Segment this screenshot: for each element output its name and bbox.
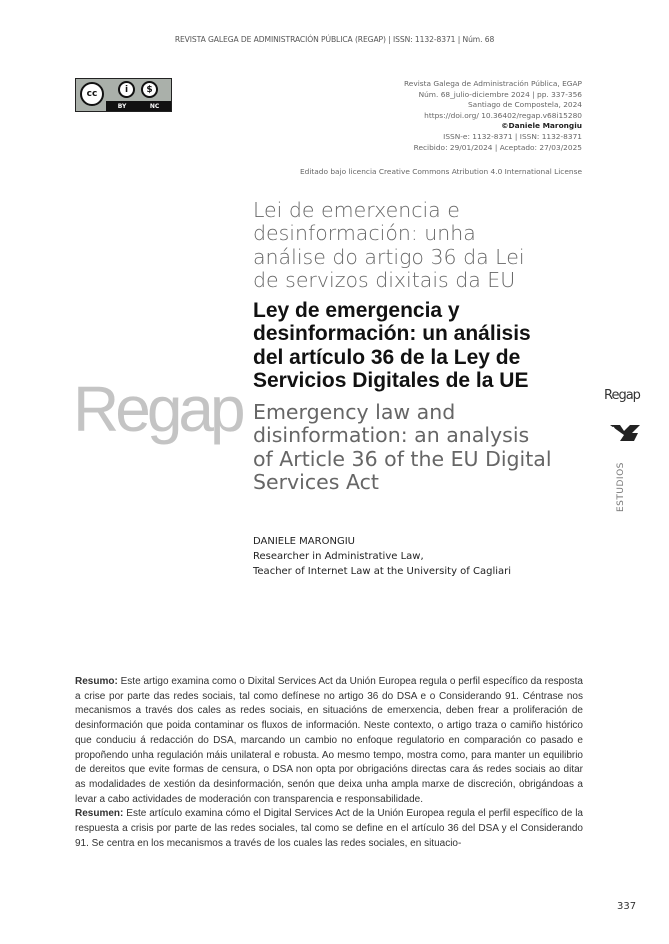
author-role: Researcher in Administrative Law,	[253, 551, 424, 562]
journal-name: Revista Galega de Administración Pública, EGAP	[403, 79, 582, 88]
author-affiliation: Teacher of Internet Law at the University of Cagliari	[253, 566, 512, 577]
attribution-icon: i	[118, 81, 135, 98]
resumo-label: Resumo:	[75, 676, 118, 687]
resumen-label: Resumen:	[75, 808, 124, 820]
regap-logo: Regap	[73, 373, 242, 445]
running-header: REVISTA GALEGA DE ADMINISTRACIÓN PÚBLICA (REGAP) | ISSN: 1132-8371 | Núm. 68	[174, 35, 495, 44]
license-text: Editado bajo licencia Creative Commons Atribution 4.0 International License	[299, 167, 582, 176]
issue-info: Núm. 68_julio-diciembre 2024 | pp. 337-356	[418, 89, 582, 99]
author-block	[253, 534, 511, 579]
dates: Recibido: 29/01/2024 | Aceptado: 27/03/2025	[413, 142, 582, 152]
doi-link[interactable]: https://doi.org/ 10.36402/regap.v68i15280	[424, 110, 582, 120]
author-name: DANIELE MARONGIU	[253, 536, 355, 547]
abstract-galician	[75, 675, 583, 807]
copyright: ©Daniele Marongiu	[501, 121, 582, 131]
abstract	[75, 675, 583, 851]
title-english: Emergency law and disinformation: an analysis of Article 36 of the EU Digital Services Act	[253, 400, 552, 494]
resumo-text: Este artigo examina como o Dixital Services Act da Unión Europea regula o perfil específico da resposta a crise por parte das redes sociais, tal como defínese no artigo 36 do DSA e o Considerando 91. Céntrase nos mecanismos a través dos cales as redes sociais, en situacións de emerxencia, deben frear a proliferación de desinformación que poida contaminar os fluxos de información. Neste contexto, o artigo traza o camiño histórico que conduciu á redacción do DSA, marcando un cambio no enfoque regulatorio en comparación co pasado e propoñendo unha regulación máis unilateral e robusta. Ao mesmo tempo, mostra como, para manter un equilibrio de dereitos que evite formas de censura, o DSA non opta por obrigacións directas cara ás redes sociais ao ditar as modalidades de xestión da desinformación, senón que deixa unha ampla marxe de discreción, obrigándoas a levar a cabo actividades de moderación con transparencia e responsabilidade.	[75, 676, 583, 805]
cc-license-badge	[75, 78, 172, 112]
by-label: BY	[117, 102, 127, 110]
egap-logo-icon	[610, 423, 640, 447]
section-label: ESTUDIOS	[616, 462, 626, 512]
side-regap-label: Regap	[604, 388, 640, 403]
nc-label: NC	[149, 102, 160, 110]
article-metadata	[404, 79, 582, 153]
resumen-text: Este artículo examina cómo el Digital Services Act de la Unión Europea regula el perfil específico de la respuesta a crisis por parte de las redes sociales, tal como se define en el artículo 36 del DSA y el Considerando 91. Se centra en los mecanismos a través de los cuales las redes sociales, en situacio-	[75, 808, 583, 849]
place-year: Santiago de Compostela, 2024	[467, 100, 582, 110]
title-spanish: Ley de emergencia y desinformación: un análisis del artículo 36 de la Ley de Servicios Digitales de la UE	[253, 299, 531, 392]
issn: ISSN-e: 1132-8371 | ISSN: 1132-8371	[443, 131, 582, 141]
cc-icon: cc	[80, 82, 104, 106]
title-galician: Lei de emerxencia e desinformación: unha análise do artigo 36 da Lei de servizos dixitais da EU	[253, 198, 525, 292]
abstract-spanish	[75, 807, 583, 851]
noncommercial-icon: $	[141, 81, 158, 98]
page-number: 337	[617, 901, 637, 912]
